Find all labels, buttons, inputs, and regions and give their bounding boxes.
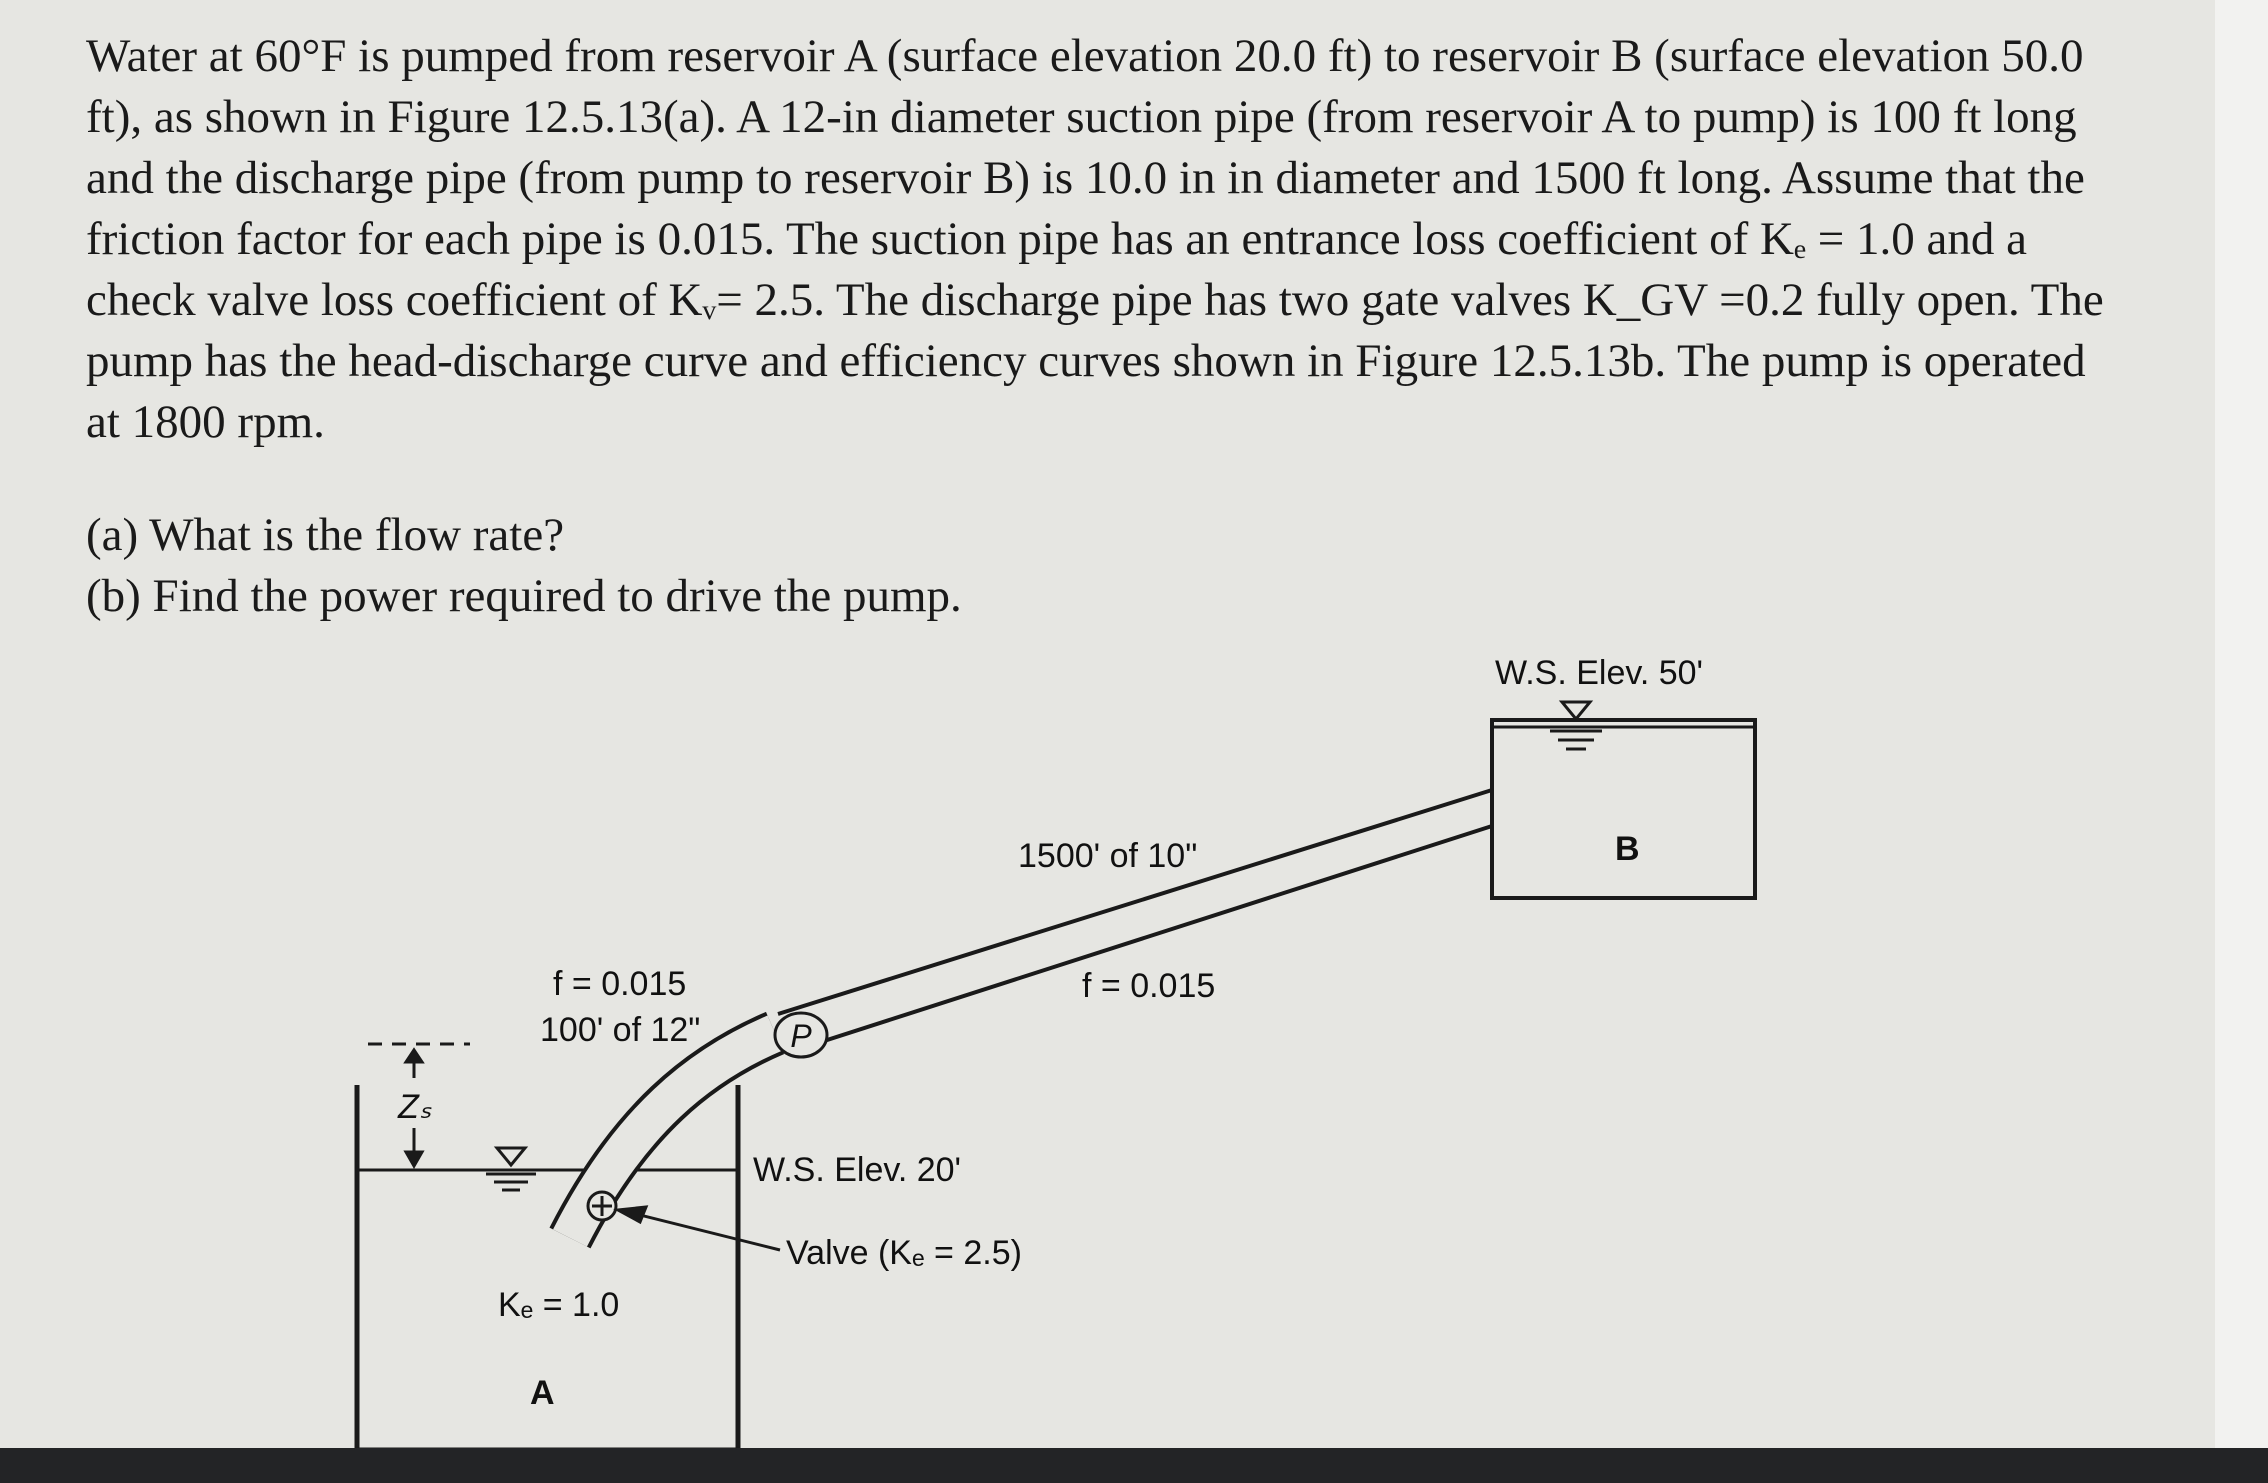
discharge-friction-label: f = 0.015: [1082, 967, 1216, 1005]
question-b: (b) Find the power required to drive the pump.: [86, 570, 962, 622]
pump-label: P: [790, 1018, 812, 1054]
suction-friction-label: f = 0.015: [553, 965, 687, 1003]
problem-line: ft), as shown in Figure 12.5.13(a). A 12-in diameter suction pipe (from reservoir A to pump) is 100 ft long: [86, 91, 2077, 143]
valve-label: Valve (Kₑ = 2.5): [786, 1234, 1022, 1272]
problem-line: pump has the head-discharge curve and efficiency curves shown in Figure 12.5.13b. The pump is operated: [86, 335, 2086, 387]
problem-line: and the discharge pipe (from pump to reservoir B) is 10.0 in in diameter and 1500 ft long. Assume that the: [86, 152, 2085, 204]
discharge-pipe: [778, 790, 1492, 1050]
ws-elev-b-label: W.S. Elev. 50': [1495, 654, 1704, 692]
reservoir-b-label: B: [1615, 830, 1640, 868]
reservoir-a-label: A: [530, 1374, 555, 1412]
valve-pointer-arrow: [618, 1207, 780, 1250]
entrance-loss-label: Kₑ = 1.0: [498, 1286, 620, 1324]
problem-line: Water at 60°F is pumped from reservoir A (surface elevation 20.0 ft) to reservoir B (surface elevation 50.0: [86, 30, 2084, 82]
problem-line: friction factor for each pipe is 0.015. The suction pipe has an entrance loss coefficient of Kₑ = 1.0 and a: [86, 213, 2027, 265]
check-valve-symbol: [588, 1192, 616, 1220]
question-a: (a) What is the flow rate?: [86, 509, 565, 561]
pump-symbol: [775, 1013, 827, 1057]
page-edge: [2215, 0, 2268, 1448]
reservoir-b-tank: [1492, 720, 1755, 898]
suction-pipe-label: 100' of 12": [540, 1011, 701, 1049]
discharge-pipe-label: 1500' of 10": [1018, 837, 1198, 875]
problem-line: check valve loss coefficient of Kᵥ= 2.5. The discharge pipe has two gate valves K_GV =0.2 fully open. The: [86, 274, 2104, 326]
problem-line: at 1800 rpm.: [86, 396, 325, 448]
ws-elev-a-label: W.S. Elev. 20': [753, 1151, 962, 1189]
zs-label: Zₛ: [398, 1088, 432, 1126]
